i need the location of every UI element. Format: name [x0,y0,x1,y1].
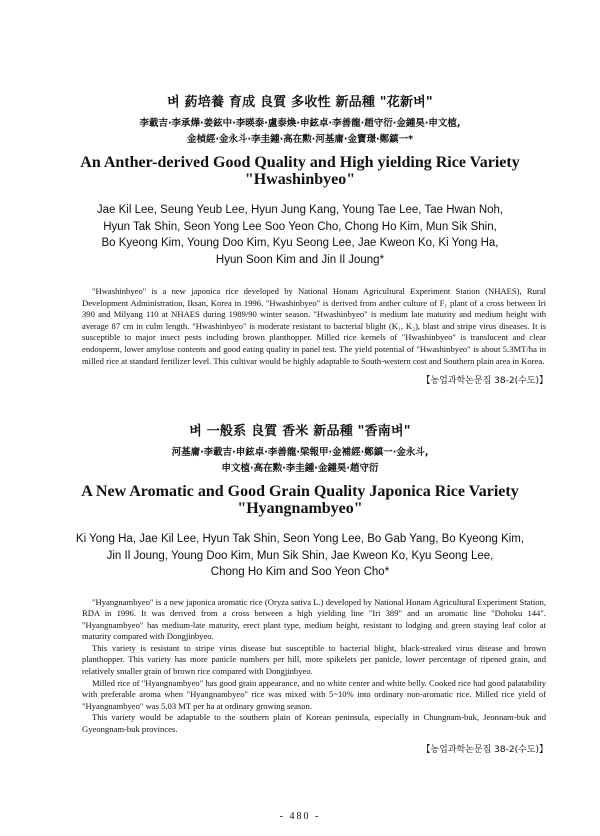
english-title [0,483,600,517]
english-title-line: A New Aromatic and Good Grain Quality Japonica Rice Variety [81,483,519,500]
english-author-line: Ki Yong Ha, Jae Kil Lee, Hyun Tak Shin, Seon Yong Lee, Bo Gab Yang, Bo Kyeong Kim, [75,533,525,545]
journal-citation: 【농업과학논문집 38-2(수도)】 [421,744,548,755]
korean-author-line: 申文植·高在勲·李圭鍾·金鍾昊·趙守衍 [221,463,379,474]
english-authors [0,202,600,268]
korean-author-line: 金楨經·金永斗·李圭鍾·高在勲·河基庸·金寶璟·鄭鎮一* [186,134,414,145]
abstract-paragraph: This variety would be adaptable to the southern plain of Korean peninsula, especially in Chungnam-buk, Jeonnam-buk and Gyeongnam-buk provinces. [82,712,546,735]
english-title-line: An Anther-derived Good Quality and High yielding Rice Variety [80,154,520,171]
abstract-paragraph: "Hwashinbyeo" is a new japonica rice developed by National Honam Agricultural Experiment Station (NHAES), Rural Development Administration, Iksan, Korea in 1996. "Hwashinbyeo" is derived from anther culture of F₁ plant of a cross between Iri 390 and Milyang 110 at NHAES during 1989/90 winter season. "Hwashinbyeo" is medium late maturity and medium height with average 87 cm in culm length. "Hwashinbyeo" is moderate resistant to bacterial blight (K₁, K₂), blast and stripe virus diseases. It is susceptible to major insect pests including brown planthopper. Milled rice kernels of "Hwashinbyeo" is translucent and clear endosperm, lower amylose contents and good eating quality in panel test. The yield potential of "Hwashinbyeo" is about 5.3MT/ha in milled rice at standard fertilizer level. This cultivar would be highly adaptable to South-western cost and Southern plain area in Korea. [82,286,546,366]
journal-citation: 【농업과학논문집 38-2(수도)】 [421,376,548,387]
abstract-paragraph: Milled rice of "Hyangnambyeo" has good grain appearance, and no white center and white belly. Cooked rice had good palatability with preferable aroma when "Hyangnambyeo" rice was mixed with 5~10% into ordinary non-aromatic rice. Milled rice yield of "Hyangnambyeo" was 5.03 MT per ha at ordinary growing season. [82,677,546,711]
english-title-line: "Hyangnambyeo" [237,500,363,517]
abstract-paragraph: "Hyangnambyeo" is a new japonica aromatic rice (Oryza sativa L.) developed by National Honam Agricultural Experiment Station, RDA in 1996. It was derived from a cross between a high yielding line "Iri 389" and an aromatic line "Dohoku 144". "Hyangnambyeo" has medium-late maturity, erect plant type, medium height, resistant to lodging and green staying leaf color at maturity compared with Dongjinbyeo. [82,596,546,642]
english-title [0,154,600,188]
english-author-line: Jin Il Joung, Young Doo Kim, Mun Sik Shin, Jae Kweon Ko, Kyu Seong Lee, [106,549,494,562]
english-author-line: Hyun Soon Kim and Jin Il Joung* [215,253,385,266]
korean-authors [0,445,600,477]
english-author-line: Jae Kil Lee, Seung Yeub Lee, Hyun Jung Kang, Young Tae Lee, Tae Hwan Noh, [96,204,504,216]
korean-authors [0,116,600,148]
abstract [0,597,600,736]
english-authors [0,531,600,581]
english-title-line: "Hwashinbyeo" [244,171,356,188]
abstract [0,286,600,367]
korean-author-line: 河基庸·李載吉·申鉉卓·李善龍·梁報甲·金補經·鄭鎮一·金永斗, [171,447,429,458]
korean-author-line: 李載吉·李承燁·姜鉉中·李暎泰·盧泰煥·申鉉卓·李善龍·趙守衍·金鍾昊·申文植, [139,118,461,129]
page-number: - 480 - [279,811,321,822]
english-author-line: Chong Ho Kim and Soo Yeon Cho* [210,566,390,578]
korean-title: 벼 一般系 良質 香米 新品種 "香南벼" [189,424,411,439]
english-author-line: Hyun Tak Shin, Seon Yong Lee Soo Yeon Cho, Chong Ho Kim, Mun Sik Shin, [103,220,497,233]
korean-title: 벼 葯培養 育成 良質 多收性 新品種 "花新벼" [167,95,433,110]
article-hwashinbyeo [0,91,600,386]
article-hyangnambyeo [0,420,600,755]
english-author-line: Bo Kyeong Kim, Young Doo Kim, Kyu Seong Lee, Jae Kweon Ko, Ki Yong Ha, [101,237,499,249]
abstract-paragraph: This variety is resistant to stripe virus disease but susceptible to bacterial blight, black-streaked virus disease and brown planthopper. This variety has more panicle numbers per hill, more spikelets per panicle, lower percentage of ripened grain, and relatively smaller grain of brown rice compared with Dongjinbyeo. [82,642,546,677]
